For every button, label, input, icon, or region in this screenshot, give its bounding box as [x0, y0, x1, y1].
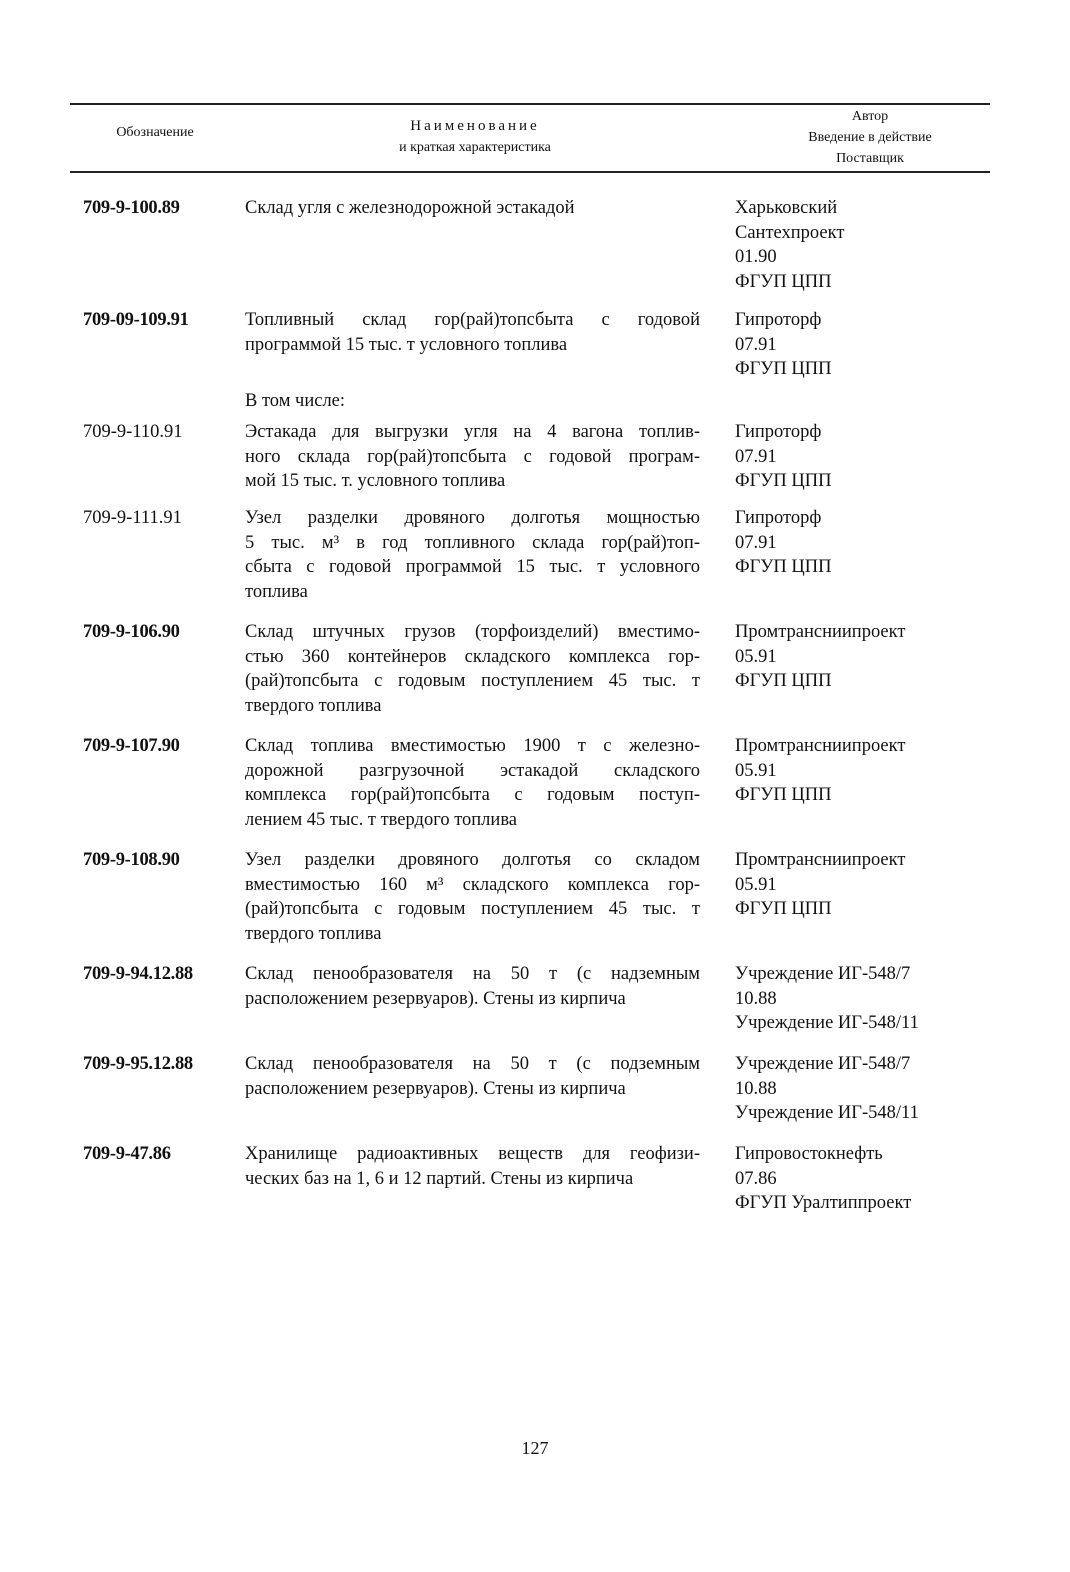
author-line: Промтрансниипроект [735, 850, 906, 870]
author-line: 07.91 [735, 532, 777, 553]
header-name [245, 116, 705, 158]
row-designation: 709-09-109.91 [83, 310, 189, 330]
author-line: 10.88 [735, 988, 777, 1009]
author-line: Учреждение ИГ-548/11 [735, 1103, 919, 1123]
description-line: Склад пенообразователя на 50 т (с надземным [245, 964, 700, 984]
row-description [245, 620, 700, 718]
row-description [245, 420, 700, 494]
row-designation: 709-9-95.12.88 [83, 1054, 193, 1074]
author-line: Харьковский [735, 198, 838, 218]
row-author [735, 308, 1015, 382]
row-description [245, 308, 700, 357]
description-line: Склад штучных грузов (торфоизделий) вместимо- [245, 622, 700, 642]
author-line: Сантехпроект [735, 222, 845, 243]
author-line: ФГУП ЦПП [735, 271, 832, 292]
page-number: 127 [521, 1438, 549, 1458]
description-line: лением 45 тыс. т твердого топлива [245, 809, 518, 830]
row-description [245, 734, 700, 832]
row-designation: 709-9-94.12.88 [83, 964, 193, 984]
description-line: твердого топлива [245, 923, 382, 944]
author-line: 05.91 [735, 646, 777, 667]
row-designation: 709-9-47.86 [83, 1144, 171, 1164]
header-designation: Обозначение [116, 125, 194, 140]
row-author [735, 506, 1015, 580]
author-line: 07.91 [735, 446, 777, 467]
row-designation: 709-9-110.91 [83, 422, 183, 442]
description-line: Эстакада для выгрузки угля на 4 вагона топлив- [245, 422, 700, 442]
description-line: (рай)топсбыта с годовым поступлением 45 тыс. т [245, 671, 700, 691]
author-line: ФГУП ЦПП [735, 671, 832, 691]
row-description [245, 962, 700, 1011]
row-designation: 709-9-108.90 [83, 850, 180, 870]
author-line: 05.91 [735, 760, 777, 781]
description-line: расположением резервуаров). Стены из кирпича [245, 988, 626, 1009]
row-author [735, 734, 1015, 808]
header-supplier-label: Поставщик [836, 151, 904, 166]
author-line: Учреждение ИГ-548/7 [735, 1054, 911, 1074]
description-line: 5 тыс. м³ в год топливного склада гор(рай)топ- [245, 532, 700, 553]
subheading-text: В том числе: [245, 391, 346, 411]
author-line: Гипроторф [735, 422, 822, 442]
author-line: Промтрансниипроект [735, 736, 906, 756]
header-effective-label: Введение в действие [808, 130, 932, 145]
row-designation: 709-9-100.89 [83, 198, 180, 218]
description-line: сбыта с годовой программой 15 тыс. т условного [245, 557, 700, 577]
row-designation: 709-9-106.90 [83, 622, 180, 642]
description-line: Узел разделки дровяного долготья мощностью [245, 508, 700, 528]
author-line: 01.90 [735, 247, 777, 267]
author-line: ФГУП ЦПП [735, 557, 832, 577]
row-author [735, 196, 1015, 294]
description-line: (рай)топсбыта с годовым поступлением 45 тыс. т [245, 899, 700, 919]
description-line: программой 15 тыс. т условного топлива [245, 334, 568, 355]
author-line: Гипровостокнефть [735, 1144, 883, 1164]
row-designation: 709-9-107.90 [83, 736, 180, 756]
author-line: Гипроторф [735, 508, 822, 528]
author-line: ФГУП ЦПП [735, 471, 832, 491]
description-line: Склад угля с железнодорожной эстакадой [245, 198, 575, 218]
description-line: Узел разделки дровяного долготья со складом [245, 850, 700, 870]
author-line: 07.86 [735, 1168, 777, 1189]
row-designation: 709-9-111.91 [83, 508, 182, 528]
row-description [245, 506, 700, 604]
row-description [245, 1052, 700, 1101]
header-author-label: Автор [851, 109, 889, 124]
description-line: ного склада гор(рай)топсбыта с годовой програм- [245, 446, 700, 467]
description-line: комплекса гор(рай)топсбыта с годовым поступ- [245, 785, 700, 805]
row-author [735, 962, 1015, 1036]
author-line: Промтрансниипроект [735, 622, 906, 642]
description-line: Топливный склад гор(рай)топсбыта с годовой [245, 310, 700, 330]
header-name-subtitle: и краткая характеристика [399, 140, 551, 155]
author-line: 07.91 [735, 334, 777, 355]
description-line: топлива [245, 581, 308, 602]
row-author [735, 848, 1015, 922]
description-line: дорожной разгрузочной эстакадой складского [245, 760, 700, 781]
row-description [245, 848, 700, 946]
author-line: ФГУП ЦПП [735, 899, 832, 919]
table-header-rule [70, 171, 990, 173]
description-line: Склад пенообразователя на 50 т (с подземным [245, 1054, 700, 1074]
author-line: 05.91 [735, 874, 777, 895]
row-description [245, 1142, 700, 1191]
author-line: ФГУП ЦПП [735, 785, 832, 805]
author-line: 10.88 [735, 1078, 777, 1099]
description-line: расположением резервуаров). Стены из кирпича [245, 1078, 626, 1099]
table-top-rule [70, 103, 990, 105]
author-line: ФГУП ЦПП [735, 359, 832, 379]
description-line: ческих баз на 1, 6 и 12 партий. Стены из кирпича [245, 1168, 634, 1189]
row-author [735, 1142, 1015, 1216]
row-author [735, 1052, 1015, 1126]
author-line: Учреждение ИГ-548/11 [735, 1013, 919, 1033]
description-line: стью 360 контейнеров складского комплекса гор- [245, 646, 700, 667]
author-line: Учреждение ИГ-548/7 [735, 964, 911, 984]
author-line: Гипроторф [735, 310, 822, 330]
description-line: вместимостью 160 м³ складского комплекса гор- [245, 874, 700, 895]
header-name-title: Наименование [410, 118, 540, 134]
row-author [735, 620, 1015, 694]
description-line: Склад топлива вместимостью 1900 т с железно- [245, 736, 700, 756]
author-line: ФГУП Уралтиппроект [735, 1193, 912, 1213]
row-description [245, 196, 700, 221]
header-author [720, 106, 1020, 169]
row-author [735, 420, 1015, 494]
description-line: мой 15 тыс. т. условного топлива [245, 471, 506, 491]
description-line: твердого топлива [245, 695, 382, 716]
description-line: Хранилище радиоактивных веществ для геофизи- [245, 1144, 700, 1164]
